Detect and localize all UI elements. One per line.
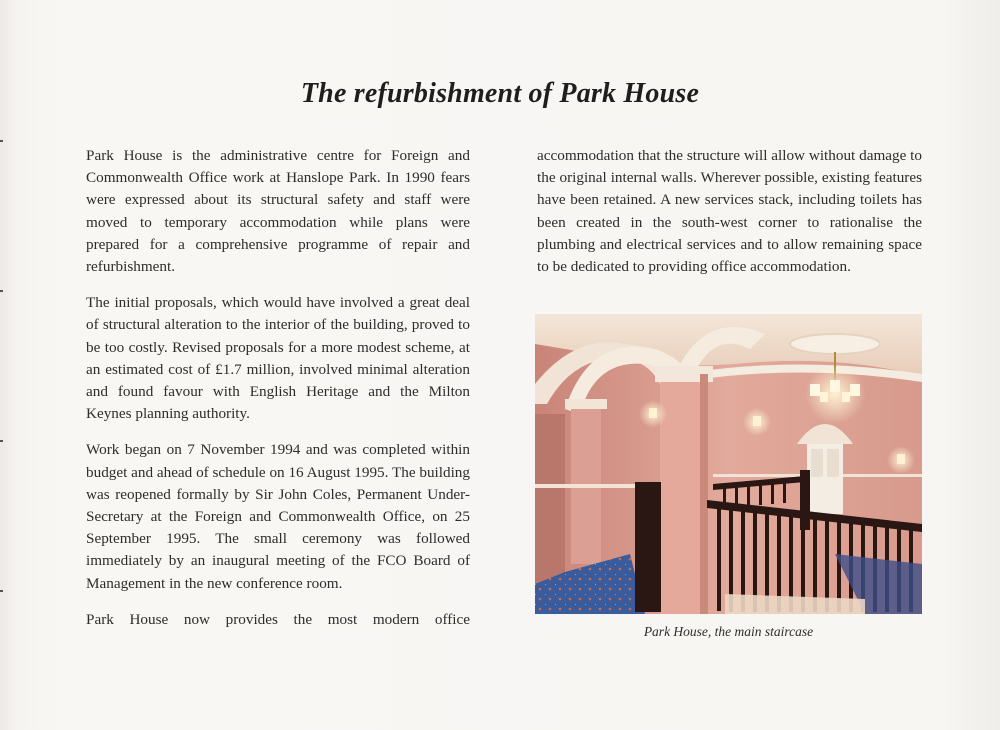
paragraph-continued: Park House now provides the most modern office (86, 610, 470, 628)
page-title: The refurbishment of Park House (300, 78, 700, 109)
paragraph-works: Work began on 7 November 1994 and was completed within budget and ahead of schedule on 16 August 1995. The building was reopened formally by Sir John Coles, Permanent Under-Secretary at the Foreign and Commonwealth Office, on 25 September 1995. The small ceremony was followed immediately by an inaugural meeting of the FCO Board of Management in the new conference room. (86, 441, 470, 592)
photo-caption: Park House, the main staircase (643, 624, 814, 639)
staircase-photo (535, 314, 922, 614)
paragraph-accommodation: accommodation that the structure will allow without damage to the original internal walls. Wherever possible, existing features have been retained. A new services stack, including toilets has been created in the south-west corner to rationalise the plumbing and electrical services and to allow remaining space to be dedicated to providing office accommodation. (537, 147, 922, 276)
left-column (86, 145, 470, 645)
paragraph-intro: Park House is the administrative centre for Foreign and Commonwealth Office work at Hanslope Park. In 1990 fears were expressed about its structural safety and staff were moved to temporary accommodation while plans were prepared for a comprehensive programme of repair and refurbishment. (86, 147, 470, 276)
paragraph-proposals: The initial proposals, which would have involved a great deal of structural alteration to the interior of the building, proved to be too costly. Revised proposals for a more modest scheme, at an estimated cost of £1.7 million, involved minimal alteration and found favour with English Heritage and the Milton Keynes planning authority. (86, 294, 470, 423)
right-column (537, 145, 922, 292)
